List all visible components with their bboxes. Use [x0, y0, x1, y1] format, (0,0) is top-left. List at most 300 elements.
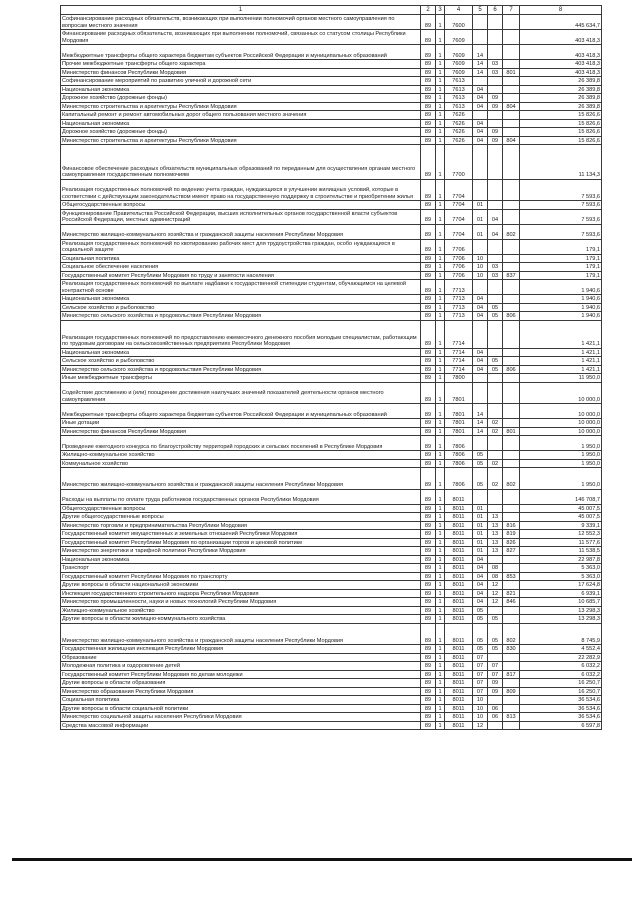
- amount-cell: 1 421,1: [520, 320, 602, 348]
- code-b-cell: 1: [436, 239, 445, 254]
- section-code-cell: [473, 111, 488, 120]
- table-row: [61, 564, 602, 573]
- table-row: [61, 419, 602, 428]
- amount-cell: 15 826,6: [520, 119, 602, 128]
- table-row: [61, 513, 602, 522]
- row-name: Функционирование Правительства Российской Федерации, высших исполнительных органов государственной власти субъектов Российской Федерации, местных администраций: [61, 209, 421, 224]
- amount-cell: 445 634,7: [520, 15, 602, 30]
- code-b-cell: 1: [436, 60, 445, 69]
- department-code-cell: 816: [503, 521, 520, 530]
- code-b-cell: 1: [436, 320, 445, 348]
- code-a-cell: 89: [421, 94, 436, 103]
- code-a-cell: 89: [421, 30, 436, 45]
- subsection-code-cell: 12: [488, 581, 503, 590]
- target-code-cell: 8011: [445, 572, 473, 581]
- subsection-code-cell: [488, 145, 503, 180]
- target-code-cell: 8011: [445, 504, 473, 513]
- department-code-cell: [503, 320, 520, 348]
- code-a-cell: 89: [421, 102, 436, 111]
- department-code-cell: [503, 45, 520, 60]
- row-name: Сельское хозяйство и рыболовство: [61, 357, 421, 366]
- code-b-cell: 1: [436, 696, 445, 705]
- row-name: Национальная экономика: [61, 119, 421, 128]
- target-code-cell: 7714: [445, 348, 473, 357]
- section-code-cell: 07: [473, 670, 488, 679]
- section-code-cell: 10: [473, 263, 488, 272]
- table-row: [61, 209, 602, 224]
- target-code-cell: 8011: [445, 662, 473, 671]
- target-code-cell: 7706: [445, 239, 473, 254]
- code-b-cell: 1: [436, 547, 445, 556]
- section-code-cell: [473, 179, 488, 201]
- target-code-cell: 7613: [445, 102, 473, 111]
- department-code-cell: [503, 489, 520, 504]
- target-code-cell: 7801: [445, 382, 473, 404]
- amount-cell: 13 298,3: [520, 615, 602, 624]
- amount-cell: 7 593,6: [520, 179, 602, 201]
- row-name: Финансовое обеспечение расходных обязательств муниципальных образований по переданным для осуществления органам местного самоуправления государственным полномочиям: [61, 145, 421, 180]
- department-code-cell: [503, 128, 520, 137]
- section-code-cell: [473, 436, 488, 451]
- code-a-cell: 89: [421, 521, 436, 530]
- table-row: [61, 374, 602, 383]
- code-b-cell: 1: [436, 224, 445, 239]
- row-name: Прочие межбюджетные трансферты общего характера: [61, 60, 421, 69]
- subsection-code-cell: 03: [488, 68, 503, 77]
- code-a-cell: 89: [421, 530, 436, 539]
- department-code-cell: [503, 263, 520, 272]
- department-code-cell: 806: [503, 365, 520, 374]
- code-b-cell: 1: [436, 581, 445, 590]
- target-code-cell: 8011: [445, 679, 473, 688]
- department-code-cell: [503, 679, 520, 688]
- department-code-cell: 801: [503, 427, 520, 436]
- row-name: Жилищно-коммунальное хозяйство: [61, 606, 421, 615]
- target-code-cell: 7609: [445, 45, 473, 60]
- row-name: Средства массовой информации: [61, 721, 421, 730]
- subsection-code-cell: [488, 30, 503, 45]
- department-code-cell: 804: [503, 136, 520, 145]
- table-row: [61, 653, 602, 662]
- section-code-cell: 01: [473, 513, 488, 522]
- amount-cell: 45 007,5: [520, 504, 602, 513]
- amount-cell: 26 389,8: [520, 102, 602, 111]
- department-code-cell: [503, 201, 520, 210]
- amount-cell: 16 250,7: [520, 679, 602, 688]
- code-a-cell: 89: [421, 145, 436, 180]
- subsection-code-cell: 03: [488, 263, 503, 272]
- row-name: Финансирование расходных обязательств, возникающих при выполнении полномочий, связанных со статусом столицы Республики Мордовия: [61, 30, 421, 45]
- section-code-cell: 07: [473, 662, 488, 671]
- amount-cell: 10 000,0: [520, 382, 602, 404]
- row-name: Общегосударственные вопросы: [61, 201, 421, 210]
- code-b-cell: 1: [436, 653, 445, 662]
- table-row: [61, 295, 602, 304]
- target-code-cell: 7704: [445, 179, 473, 201]
- section-code-cell: 12: [473, 721, 488, 730]
- code-a-cell: 89: [421, 271, 436, 280]
- section-code-cell: [473, 15, 488, 30]
- target-code-cell: 7626: [445, 119, 473, 128]
- subsection-code-cell: 09: [488, 679, 503, 688]
- section-code-cell: [473, 382, 488, 404]
- code-a-cell: 89: [421, 136, 436, 145]
- subsection-code-cell: 13: [488, 521, 503, 530]
- column-number-row: [61, 6, 602, 15]
- department-code-cell: [503, 564, 520, 573]
- row-name: Социальная политика: [61, 696, 421, 705]
- target-code-cell: 8011: [445, 589, 473, 598]
- amount-cell: 7 593,6: [520, 201, 602, 210]
- section-code-cell: 14: [473, 68, 488, 77]
- amount-cell: 5 363,0: [520, 572, 602, 581]
- row-name: Другие вопросы в области образования: [61, 679, 421, 688]
- amount-cell: 1 421,1: [520, 365, 602, 374]
- subsection-code-cell: 05: [488, 303, 503, 312]
- section-code-cell: 05: [473, 468, 488, 490]
- code-a-cell: 89: [421, 374, 436, 383]
- department-code-cell: [503, 696, 520, 705]
- amount-cell: 7 593,6: [520, 209, 602, 224]
- code-a-cell: 89: [421, 179, 436, 201]
- table-row: [61, 696, 602, 705]
- section-code-cell: [473, 489, 488, 504]
- amount-cell: 1 940,6: [520, 280, 602, 295]
- code-b-cell: 1: [436, 357, 445, 366]
- section-code-cell: 01: [473, 530, 488, 539]
- code-a-cell: 89: [421, 303, 436, 312]
- target-code-cell: 7609: [445, 68, 473, 77]
- code-b-cell: 1: [436, 209, 445, 224]
- code-b-cell: 1: [436, 102, 445, 111]
- code-b-cell: 1: [436, 679, 445, 688]
- amount-cell: 15 826,6: [520, 128, 602, 137]
- section-code-cell: 04: [473, 119, 488, 128]
- row-name: Государственная жилищная инспекция Республики Мордовия: [61, 645, 421, 654]
- target-code-cell: 7704: [445, 209, 473, 224]
- section-code-cell: 07: [473, 679, 488, 688]
- table-row: [61, 179, 602, 201]
- subsection-code-cell: 09: [488, 136, 503, 145]
- subsection-code-cell: [488, 85, 503, 94]
- code-b-cell: 1: [436, 94, 445, 103]
- row-name: Транспорт: [61, 564, 421, 573]
- section-code-cell: 04: [473, 128, 488, 137]
- column-number: 2: [421, 6, 436, 15]
- row-name: Министерство энергетики и тарифной политики Республики Мордовия: [61, 547, 421, 556]
- amount-cell: 17 624,8: [520, 581, 602, 590]
- section-code-cell: 04: [473, 589, 488, 598]
- budget-table-page: [60, 5, 601, 730]
- department-code-cell: [503, 606, 520, 615]
- section-code-cell: 04: [473, 365, 488, 374]
- subsection-code-cell: 09: [488, 128, 503, 137]
- subsection-code-cell: 12: [488, 589, 503, 598]
- target-code-cell: 7806: [445, 459, 473, 468]
- table-row: [61, 687, 602, 696]
- row-name: Иные межбюджетные трансферты: [61, 374, 421, 383]
- code-b-cell: 1: [436, 459, 445, 468]
- table-row: [61, 530, 602, 539]
- department-code-cell: [503, 119, 520, 128]
- section-code-cell: 07: [473, 653, 488, 662]
- table-row: [61, 365, 602, 374]
- subsection-code-cell: [488, 555, 503, 564]
- code-a-cell: 89: [421, 598, 436, 607]
- target-code-cell: 7801: [445, 419, 473, 428]
- amount-cell: 15 826,6: [520, 136, 602, 145]
- subsection-code-cell: [488, 254, 503, 263]
- department-code-cell: [503, 30, 520, 45]
- table-row: [61, 201, 602, 210]
- code-b-cell: 1: [436, 295, 445, 304]
- table-row: [61, 312, 602, 321]
- row-name: Реализация государственных полномочий по выплате надбавки к государственной стипендии студентам, обучающимся на целевой контрактной основе: [61, 280, 421, 295]
- section-code-cell: 04: [473, 85, 488, 94]
- code-b-cell: 1: [436, 645, 445, 654]
- row-name: Сельское хозяйство и рыболовство: [61, 303, 421, 312]
- code-b-cell: 1: [436, 606, 445, 615]
- target-code-cell: 7714: [445, 357, 473, 366]
- target-code-cell: 7713: [445, 280, 473, 295]
- target-code-cell: 7801: [445, 404, 473, 419]
- department-code-cell: [503, 60, 520, 69]
- amount-cell: 10 000,0: [520, 404, 602, 419]
- section-code-cell: 04: [473, 357, 488, 366]
- code-b-cell: 1: [436, 128, 445, 137]
- target-code-cell: 8011: [445, 555, 473, 564]
- target-code-cell: 7700: [445, 145, 473, 180]
- code-a-cell: 89: [421, 263, 436, 272]
- subsection-code-cell: [488, 504, 503, 513]
- code-b-cell: 1: [436, 280, 445, 295]
- department-code-cell: [503, 419, 520, 428]
- table-row: [61, 721, 602, 730]
- department-code-cell: 830: [503, 645, 520, 654]
- amount-cell: 6 597,8: [520, 721, 602, 730]
- section-code-cell: 10: [473, 704, 488, 713]
- code-b-cell: 1: [436, 77, 445, 86]
- subsection-code-cell: [488, 374, 503, 383]
- department-code-cell: [503, 145, 520, 180]
- amount-cell: 11 538,5: [520, 547, 602, 556]
- code-b-cell: 1: [436, 555, 445, 564]
- table-row: [61, 645, 602, 654]
- table-row: [61, 263, 602, 272]
- amount-cell: 10 000,0: [520, 427, 602, 436]
- row-name: Инспекция государственного строительного надзора Республики Мордовия: [61, 589, 421, 598]
- column-number: 4: [445, 6, 473, 15]
- amount-cell: 10 685,7: [520, 598, 602, 607]
- amount-cell: 26 389,8: [520, 85, 602, 94]
- code-a-cell: 89: [421, 645, 436, 654]
- section-code-cell: 04: [473, 102, 488, 111]
- table-row: [61, 572, 602, 581]
- target-code-cell: 7706: [445, 254, 473, 263]
- row-name: Межбюджетные трансферты общего характера бюджетам субъектов Российской Федерации и муниципальных образований: [61, 45, 421, 60]
- code-b-cell: 1: [436, 45, 445, 60]
- code-b-cell: 1: [436, 404, 445, 419]
- code-a-cell: 89: [421, 128, 436, 137]
- code-b-cell: 1: [436, 721, 445, 730]
- department-code-cell: [503, 704, 520, 713]
- table-row: [61, 254, 602, 263]
- target-code-cell: 8011: [445, 606, 473, 615]
- code-b-cell: 1: [436, 538, 445, 547]
- amount-cell: 6 032,2: [520, 670, 602, 679]
- row-name: Министерство жилищно-коммунального хозяйства и гражданской защиты населения Республики Мордовия: [61, 468, 421, 490]
- target-code-cell: 7714: [445, 320, 473, 348]
- code-a-cell: 89: [421, 111, 436, 120]
- subsection-code-cell: 13: [488, 538, 503, 547]
- amount-cell: 16 250,7: [520, 687, 602, 696]
- department-code-cell: [503, 209, 520, 224]
- table-row: [61, 623, 602, 645]
- subsection-code-cell: [488, 111, 503, 120]
- department-code-cell: 802: [503, 224, 520, 239]
- target-code-cell: 7613: [445, 77, 473, 86]
- amount-cell: 179,1: [520, 271, 602, 280]
- table-row: [61, 239, 602, 254]
- code-b-cell: 1: [436, 530, 445, 539]
- amount-cell: 1 950,0: [520, 436, 602, 451]
- target-code-cell: 7626: [445, 128, 473, 137]
- row-name: Другие вопросы в области национальной экономики: [61, 581, 421, 590]
- table-row: [61, 348, 602, 357]
- code-b-cell: 1: [436, 598, 445, 607]
- department-code-cell: [503, 451, 520, 460]
- table-row: [61, 45, 602, 60]
- target-code-cell: 7704: [445, 201, 473, 210]
- code-a-cell: 89: [421, 704, 436, 713]
- subsection-code-cell: [488, 280, 503, 295]
- row-name: Министерство промышленности, науки и новых технологий Республики Мордовия: [61, 598, 421, 607]
- code-b-cell: 1: [436, 111, 445, 120]
- code-a-cell: 89: [421, 713, 436, 722]
- target-code-cell: 7600: [445, 15, 473, 30]
- department-code-cell: 819: [503, 530, 520, 539]
- amount-cell: 15 826,6: [520, 111, 602, 120]
- table-row: [61, 303, 602, 312]
- amount-cell: 22 282,9: [520, 653, 602, 662]
- table-row: [61, 85, 602, 94]
- code-a-cell: 89: [421, 451, 436, 460]
- subsection-code-cell: 13: [488, 547, 503, 556]
- code-b-cell: 1: [436, 713, 445, 722]
- amount-cell: 10 000,0: [520, 419, 602, 428]
- amount-cell: 1 421,1: [520, 357, 602, 366]
- subsection-code-cell: 09: [488, 94, 503, 103]
- row-name: Национальная экономика: [61, 555, 421, 564]
- amount-cell: 403 418,3: [520, 30, 602, 45]
- subsection-code-cell: [488, 606, 503, 615]
- target-code-cell: 7613: [445, 94, 473, 103]
- table-row: [61, 662, 602, 671]
- code-b-cell: 1: [436, 30, 445, 45]
- row-name: Другие вопросы в области социальной политики: [61, 704, 421, 713]
- code-b-cell: 1: [436, 15, 445, 30]
- row-name: Министерство образования Республики Мордовия: [61, 687, 421, 696]
- subsection-code-cell: 03: [488, 271, 503, 280]
- target-code-cell: 7626: [445, 111, 473, 120]
- table-row: [61, 94, 602, 103]
- code-a-cell: 89: [421, 427, 436, 436]
- amount-cell: 403 418,3: [520, 68, 602, 77]
- code-a-cell: 89: [421, 589, 436, 598]
- code-b-cell: 1: [436, 589, 445, 598]
- subsection-code-cell: 07: [488, 670, 503, 679]
- table-row: [61, 68, 602, 77]
- row-name: Коммунальное хозяйство: [61, 459, 421, 468]
- target-code-cell: 7626: [445, 136, 473, 145]
- section-code-cell: 04: [473, 136, 488, 145]
- section-code-cell: 14: [473, 419, 488, 428]
- row-name: Софинансирование мероприятий по развитию уличной и дорожной сети: [61, 77, 421, 86]
- target-code-cell: 8011: [445, 521, 473, 530]
- department-code-cell: [503, 513, 520, 522]
- code-a-cell: 89: [421, 606, 436, 615]
- section-code-cell: 07: [473, 687, 488, 696]
- code-a-cell: 89: [421, 513, 436, 522]
- subsection-code-cell: 03: [488, 60, 503, 69]
- table-row: [61, 547, 602, 556]
- department-code-cell: [503, 357, 520, 366]
- section-code-cell: 01: [473, 504, 488, 513]
- table-row: [61, 713, 602, 722]
- amount-cell: 1 421,1: [520, 348, 602, 357]
- subsection-code-cell: 08: [488, 564, 503, 573]
- row-name: Министерство финансов Республики Мордовия: [61, 427, 421, 436]
- code-b-cell: 1: [436, 564, 445, 573]
- amount-cell: 1 940,6: [520, 312, 602, 321]
- code-a-cell: 89: [421, 696, 436, 705]
- row-name: Другие вопросы в области жилищно-коммунального хозяйства: [61, 615, 421, 624]
- section-code-cell: [473, 320, 488, 348]
- section-code-cell: [473, 280, 488, 295]
- code-a-cell: 89: [421, 295, 436, 304]
- target-code-cell: 8011: [445, 530, 473, 539]
- code-a-cell: 89: [421, 468, 436, 490]
- table-row: [61, 489, 602, 504]
- department-code-cell: [503, 382, 520, 404]
- target-code-cell: 7609: [445, 30, 473, 45]
- department-code-cell: [503, 295, 520, 304]
- department-code-cell: 801: [503, 68, 520, 77]
- department-code-cell: [503, 581, 520, 590]
- code-a-cell: 89: [421, 68, 436, 77]
- table-row: [61, 451, 602, 460]
- amount-cell: 8 745,9: [520, 623, 602, 645]
- table-row: [61, 382, 602, 404]
- code-a-cell: 89: [421, 504, 436, 513]
- code-b-cell: 1: [436, 271, 445, 280]
- department-code-cell: [503, 555, 520, 564]
- table-row: [61, 145, 602, 180]
- subsection-code-cell: 05: [488, 615, 503, 624]
- target-code-cell: 7806: [445, 451, 473, 460]
- code-a-cell: 89: [421, 119, 436, 128]
- amount-cell: 12 552,3: [520, 530, 602, 539]
- column-number: 3: [436, 6, 445, 15]
- amount-cell: 403 418,3: [520, 60, 602, 69]
- code-b-cell: 1: [436, 145, 445, 180]
- department-code-cell: 802: [503, 623, 520, 645]
- subsection-code-cell: [488, 179, 503, 201]
- code-b-cell: 1: [436, 365, 445, 374]
- code-a-cell: 89: [421, 320, 436, 348]
- row-name: Национальная экономика: [61, 348, 421, 357]
- target-code-cell: 7706: [445, 271, 473, 280]
